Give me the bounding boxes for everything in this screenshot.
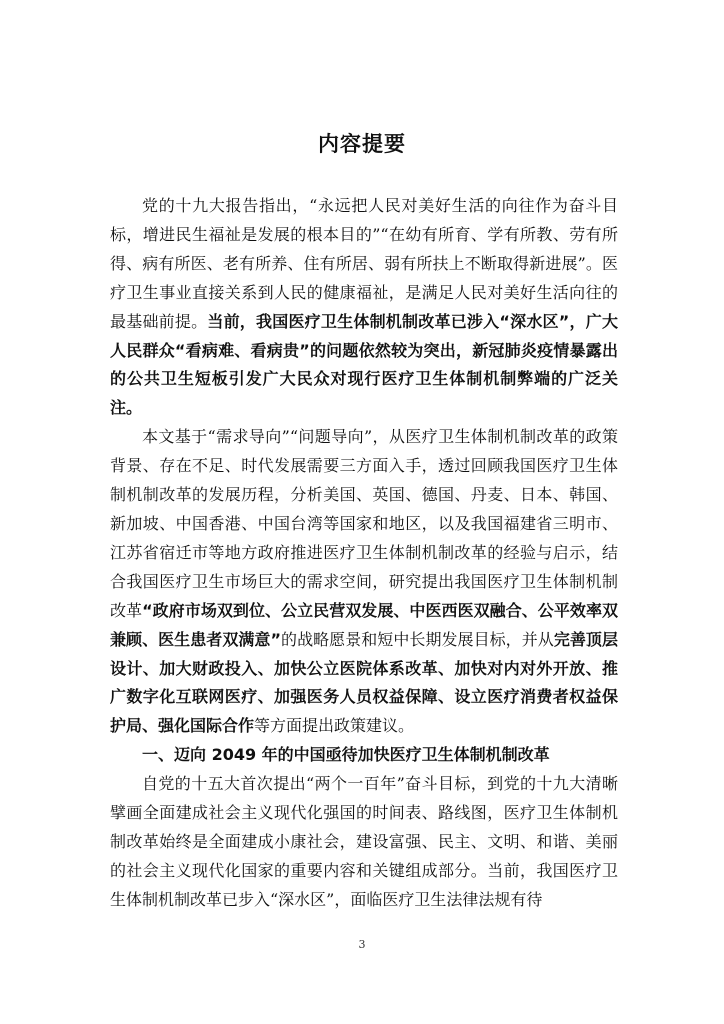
paragraph-2-text-b: 的战略愿景和短中长期发展目标，并从 <box>280 629 554 649</box>
document-body <box>110 192 618 915</box>
paragraph-2-text-a: 本文基于“需求导向”“问题导向”，从医疗卫生体制机制改革的政策背景、存在不足、时代发展需要三方面入手，透过回顾我国医疗卫生体制机制改革的发展历程，分析美国、英国、德国、丹麦、日本、韩国、新加坡、中国香港、中国台湾等国家和地区，以及我国福建省三明市、江苏省宿迁市等地方政府推进医疗卫生体制机制改革的经验与启示，结合我国医疗卫生市场巨大的需求空间，研究提出我国医疗卫生体制机制改革 <box>110 427 618 620</box>
document-title: 内容提要 <box>318 132 406 156</box>
paragraph-1-bold: 当前，我国医疗卫生体制机制改革已涉入“深水区”，广大人民群众“看病难、看病贵”的问题依然较为突出，新冠肺炎疫情暴露出的公共卫生短板引发广大民众对现行医疗卫生体制机制弊端的广泛关注。 <box>110 311 618 418</box>
page-number: 3 <box>358 938 366 951</box>
paragraph-1-text: 党的十九大报告指出，“永远把人民对美好生活的向往作为奋斗目标，增进民生福祉是发展的根本目的”“在幼有所育、学有所教、劳有所得、病有所医、老有所养、住有所居、弱有所扶上不断取得新进展”。医疗卫生事业直接关系到人民的健康福祉，是满足人民对美好生活向往的最基础前提。 <box>110 196 618 331</box>
paragraph-2 <box>110 423 618 741</box>
paragraph-3: 自党的十五大首次提出“两个一百年”奋斗目标，到党的十九大清晰擘画全面建成社会主义现代化强国的时间表、路线图，医疗卫生体制机制改革始终是全面建成小康社会，建设富强、民主、文明、和谐、美丽的社会主义现代化国家的重要内容和关键组成部分。当前，我国医疗卫生体制机制改革已步入“深水区”，面临医疗卫生法律法规有待 <box>110 774 618 909</box>
paragraph-2-bold-vision: “政府市场双到位、公立民营双发展、中医西医双融合、公平效率双兼顾、医生患者双满意” <box>110 600 618 649</box>
paragraph-1 <box>110 192 618 423</box>
section-heading-1: 一、迈向 2049 年的中国亟待加快医疗卫生体制机制改革 <box>142 745 550 765</box>
paragraph-2-bold-policies: 完善顶层设计、加大财政投入、加快公立医院体系改革、加快对内对外开放、推广数字化互联网医疗、加强医务人员权益保障、设立医疗消费者权益保护局、强化国际合作 <box>110 629 618 736</box>
paragraph-2-text-c: 等方面提出政策建议。 <box>254 716 415 736</box>
